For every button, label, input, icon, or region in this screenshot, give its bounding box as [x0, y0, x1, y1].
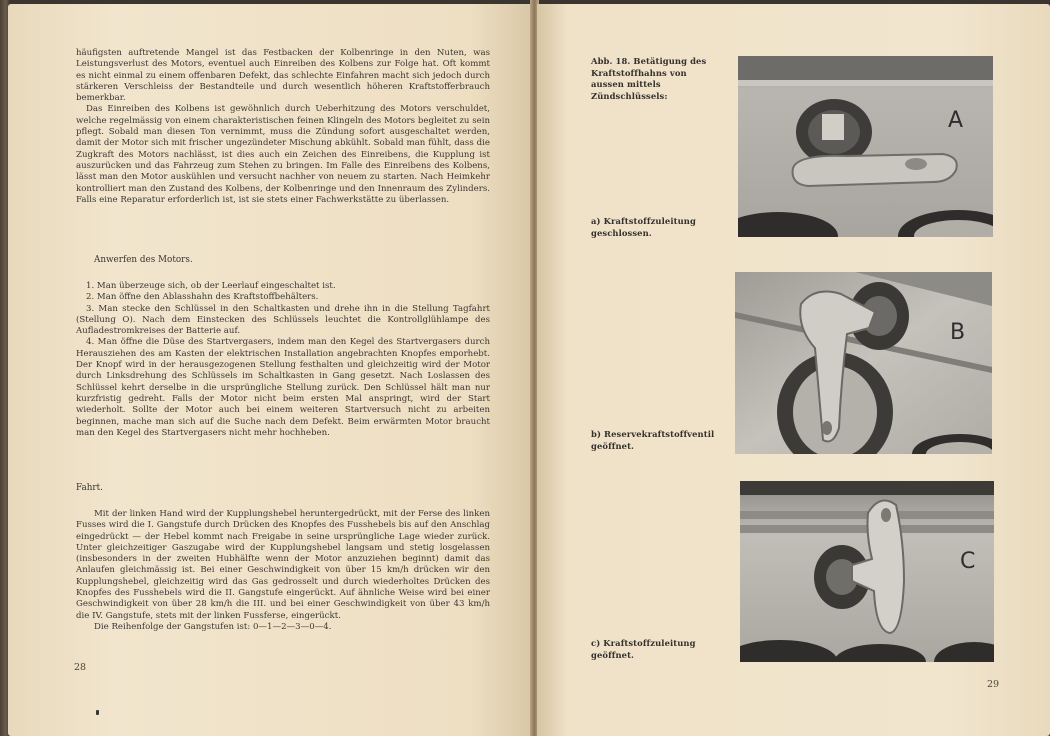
- caption-c: c) Kraftstoffzuleitung geöffnet.: [591, 638, 696, 660]
- right-page: [537, 4, 1050, 736]
- step-3: 3. Man stecke den Schlüssel in den Schaltkasten und drehe ihn in die Stellung Tagfahrt (Stellung O). Nach dem Einstecken des Schlüssels leuchtet die Kontrollglühlampe des Aufladestromkreises der Batterie auf.: [76, 303, 490, 337]
- paragraph-4: Die Reihenfolge der Gangstufen ist: 0—1—2—3—0—4.: [94, 621, 332, 632]
- photo-c: [740, 481, 994, 662]
- label-a: A: [948, 108, 964, 133]
- step-4: 4. Man öffne die Düse des Startvergasers, indem man den Kegel des Startvergasers durch Herausziehen des am Kasten der elektrischen Installation angebrachten Knopfes emporhebt. Der Knopf wird in der herausgezogenen Stellung festhalten und gleichzeitig wird der Motor durch Linksdrehung des Schlüssels im Schaltkasten in Gang gesetzt. Nach Loslassen des Schlüssel kehrt derselbe in die ursprüngliche Stellung zurück. Den Schlüssel hält man nur kurzfristig gedreht. Falls der Motor nicht beim ersten Mal anspringt, wird der Start wiederholt. Sollte der Motor auch bei einem weiteren Startversuch nicht zu arbeiten beginnen, mache man sich auf die Suche nach dem Defekt. Beim erwärmten Motor braucht man den Kegel des Startvergasers nicht mehr hochheben.: [76, 337, 490, 438]
- label-c: C: [960, 549, 976, 574]
- page-number-left: 28: [74, 662, 87, 673]
- intro-text: [76, 48, 490, 206]
- paragraph-1: häufigsten auftretende Mangel ist das Festbacken der Kolbenringe in den Nuten, was Leistungsverlust des Motors, eventuel auch Einreiben des Kolbens zur Folge hat. Oft kommt es nicht einmal zu einem offenbaren Defekt, das schlechte Einfahren macht sich jedoch durch stärkeren Verschleiss der Bestandteile und durch wesentlich höheren Kraftstofferbrauch bemerkbar.: [76, 48, 490, 104]
- photo-b: [735, 272, 992, 454]
- paragraph-2: Das Einreiben des Kolbens ist gewöhnlich durch Ueberhitzung des Motors verschuldet, welche regelmässig von einem charakteristischen feinen Klingeln des Motors begleitet zu sein pflegt. Sobald man diesen Ton vernimmt, muss die Zündung sofort ausgeschaltet werden, damit der Motor sich mit frischer ungezündeter Mischung abkühlt. Sobald man fühlt, dass die Zugkraft des Motors nachlässt, ist dies auch ein Zeichen des Einreibens, die Kupplung ist auszurücken und das Fahrzeug zum Stehen zu bringen. Im Falle des Einreibens des Kolbens, lässt man den Motor auskühlen und versucht nachher von neuem zu starten. Nach Heimkehr kontrolliert man den Zustand des Kolbens, der Kolbenringe und den Innenraum des Zylinders. Falls eine Reparatur erforderlich ist, ist sie stets einer Fachwerkstätte zu überlassen.: [76, 104, 490, 205]
- label-b: B: [950, 320, 966, 345]
- photo-a: [738, 56, 993, 237]
- figure-caption: Abb. 18. Betätigung des Kraftstoffhahns von aussen mittels Zündschlüssels:: [591, 56, 707, 101]
- photo-b-illustration: [735, 272, 992, 454]
- photo-c-illustration: [740, 481, 994, 662]
- start-steps: [76, 281, 490, 439]
- left-page: [8, 4, 532, 736]
- heading-fahrt: Fahrt.: [76, 483, 103, 493]
- heading-anwerfen: Anwerfen des Motors.: [94, 255, 193, 265]
- step-1: 1. Man überzeuge sich, ob der Leerlauf eingeschaltet ist.: [86, 281, 336, 291]
- photo-a-illustration: [738, 56, 993, 237]
- caption-a: a) Kraftstoffzuleitung geschlossen.: [591, 216, 696, 238]
- step-2: 2. Man öffne den Ablasshahn des Kraftstoffbehälters.: [86, 292, 319, 303]
- drive-text: [76, 509, 490, 633]
- caption-b: b) Reservekraftstoffventil geöffnet.: [591, 429, 715, 451]
- paragraph-3: Mit der linken Hand wird der Kupplungshebel heruntergedrückt, mit der Ferse des linken Fusses wird die I. Gangstufe durch Drücken des Knopfes des Fusshebels bis auf den Anschlag eingedrückt — der Hebel kommt nach Freigabe in seine ursprüngliche Lage wieder zurück. Unter gleichzeitiger Gaszugabe wird der Kupplungshebel langsam und stetig losgelassen (insbesonders in der zweiten Hubhälfte wenn der Motor anzuziehen beginnt) damit das Anlaufen gleichmässig ist. Bei einer Geschwindigkeit von über 15 km/h drücken wir den Kupplungshebel, gleichzeitig wird das Gas gedrosselt und durch wiederholtes Drücken des Knopfes des Fusshebels wird die II. Gangstufe eingerückt. Auf ähnliche Weise wird bei einer Geschwindigkeit von über 28 km/h die III. und bei einer Geschwindigkeit von über 43 km/h die IV. Gangstufe, stets mit der linken Fussferse, eingerückt.: [76, 509, 490, 621]
- page-number-right: 29: [987, 679, 1000, 690]
- ink-speck: [96, 710, 99, 715]
